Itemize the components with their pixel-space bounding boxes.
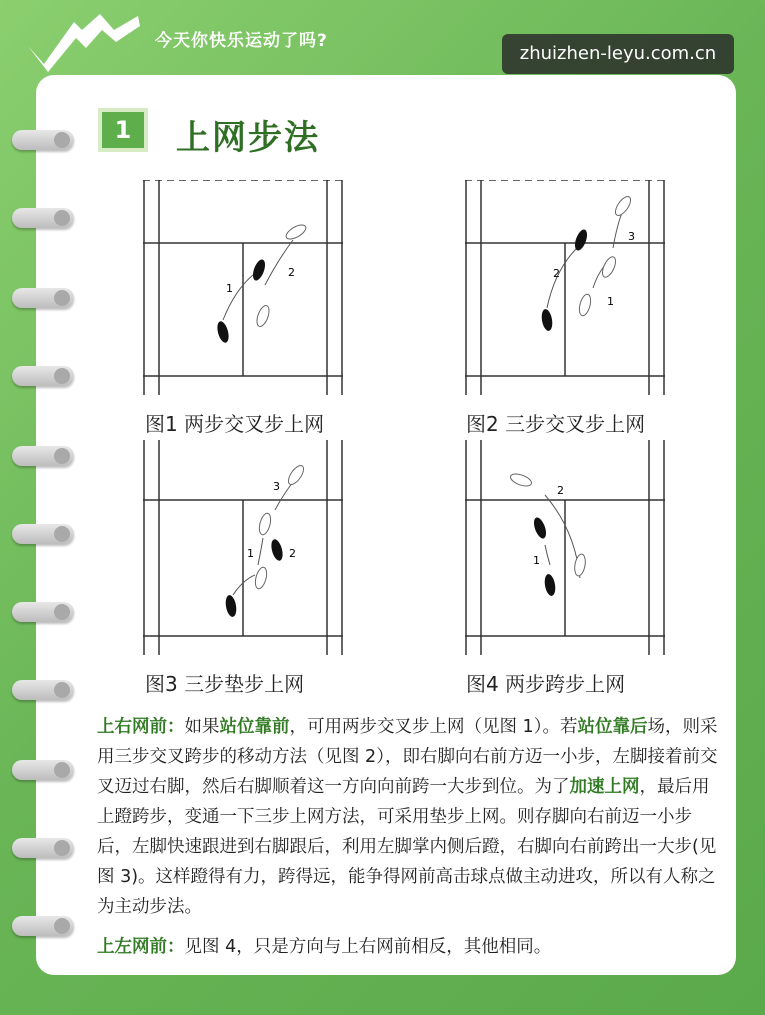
figure-4-caption: 图4 两步跨步上网 (466, 672, 626, 696)
figure-1-label: 2 (288, 266, 295, 279)
watermark: zhuizhen-leyu.com.cn (502, 34, 734, 74)
figure-2-label: 1 (607, 295, 614, 308)
binder-ring (12, 524, 74, 544)
binder-ring (12, 602, 74, 622)
figure-3-caption: 图3 三步垫步上网 (145, 672, 305, 696)
checkmark-logo-icon (22, 8, 142, 72)
binder-ring (12, 446, 74, 466)
binder-ring (12, 760, 74, 780)
figure-3-label: 2 (289, 547, 296, 560)
figure-2-label: 3 (628, 230, 635, 243)
text-segment: ，最后用上蹬跨步，变通一下三步上网方法，可采用垫步上网。则存脚向右前迈一小步后，左脚快速跟进到右脚跟后，利用左脚掌内侧后蹬，右脚向右前跨出一大步(见图 3)。这样蹬得有力，跨得远，能争得网前高击球点做主动进攻，所以有人称之为主动步法。 (97, 777, 717, 917)
figure-3-label: 1 (247, 547, 254, 560)
binder-ring (12, 916, 74, 936)
highlight-text: 加速上网 (569, 777, 640, 797)
highlight-text: 站位靠前 (219, 717, 290, 737)
highlight-text: 站位靠后 (577, 717, 648, 737)
figure-2-caption: 图2 三步交叉步上网 (466, 412, 646, 436)
figure-3-label: 3 (273, 480, 280, 493)
binder-ring (12, 838, 74, 858)
figure-1-label: 1 (226, 282, 233, 295)
figure-1-caption: 图1 两步交叉步上网 (145, 412, 325, 436)
binder-ring (12, 130, 74, 150)
figure-4-label: 2 (557, 484, 564, 497)
figure-1-diagram (143, 180, 343, 395)
figure-2-diagram (465, 180, 665, 395)
section-number: 1 (102, 112, 144, 148)
section-title: 上网步法 (176, 118, 320, 158)
figure-4-label: 1 (533, 554, 540, 567)
tagline: 今天你快乐运动了吗? (155, 31, 328, 51)
paragraph-left-net (97, 933, 719, 958)
binder-ring (12, 680, 74, 700)
binder-ring (12, 208, 74, 228)
text-segment: ，可用两步交叉步上网（见图 1）。若 (289, 717, 578, 737)
figure-2-label: 2 (553, 267, 560, 280)
section-number-badge (98, 108, 148, 152)
binder-ring (12, 366, 74, 386)
paragraph-label: 上左网前： (97, 937, 185, 957)
figure-3-diagram (143, 440, 343, 655)
text-segment: 场，则采用三步交叉跨步的移动方法（见图 2），即右脚向右前方迈一小步，左脚接着前交叉迈过右脚，然后右脚顺着这一方向向前跨一大步到位。为了 (97, 717, 718, 797)
paragraph-label: 上右网前： (97, 717, 185, 737)
paragraph-right-net (97, 712, 719, 922)
figure-4-diagram (465, 440, 665, 655)
binder-ring (12, 288, 74, 308)
text-segment: 见图 4，只是方向与上右网前相反，其他相同。 (184, 937, 552, 957)
text-segment: 如果 (184, 717, 220, 737)
